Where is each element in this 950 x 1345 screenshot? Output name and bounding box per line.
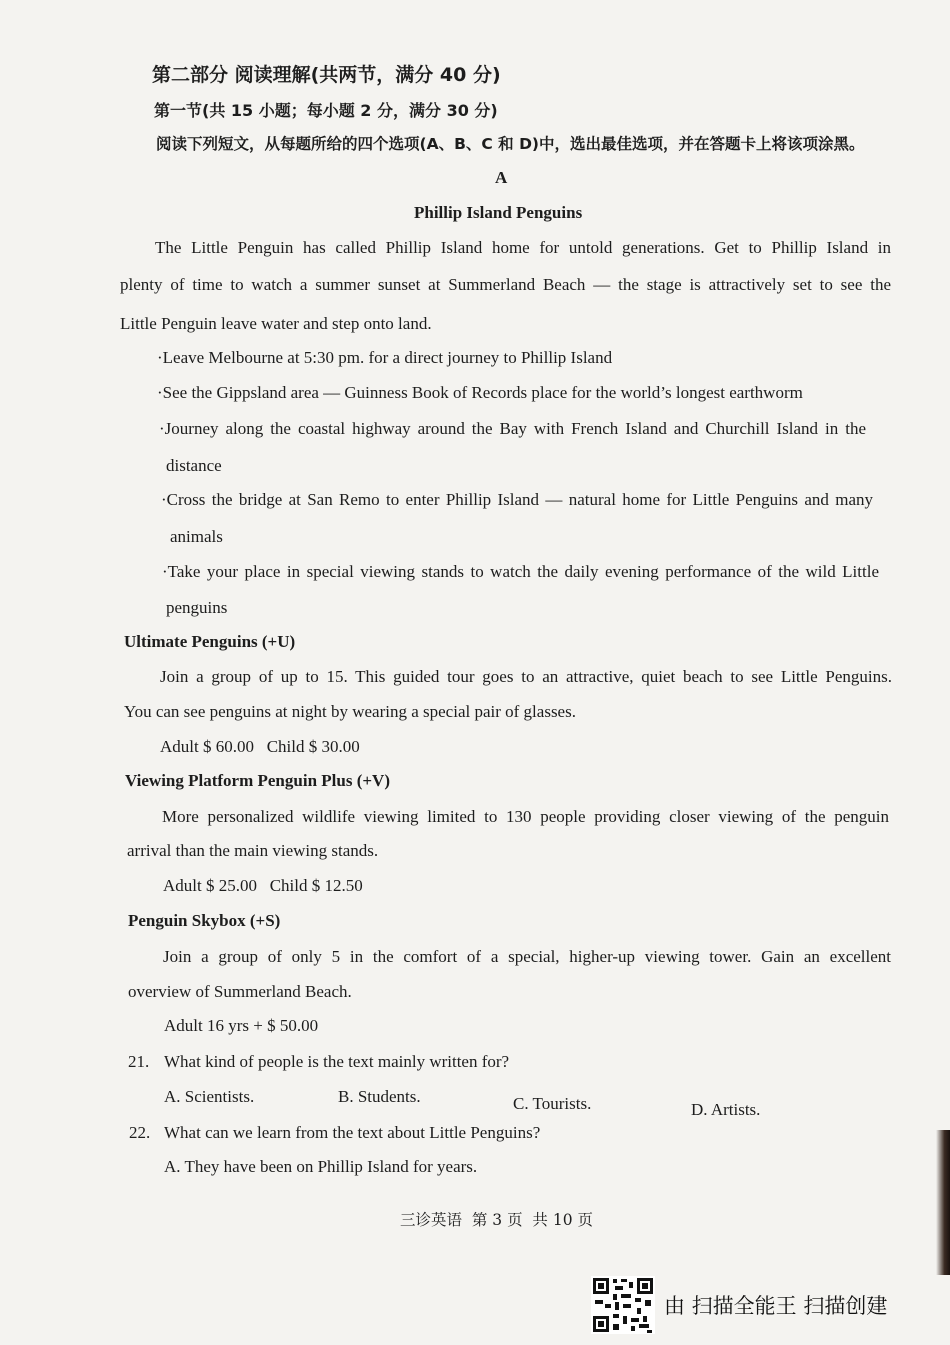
bullet-4-cont: animals: [170, 527, 223, 546]
question-21-number: 21.: [128, 1052, 150, 1071]
part-title: 第二部分 阅读理解(共两节，满分 40 分): [152, 64, 501, 86]
question-21-option-a: A. Scientists.: [164, 1087, 255, 1106]
tour-2-name: Viewing Platform Penguin Plus (+V): [125, 771, 390, 790]
bullet-1: ·Leave Melbourne at 5:30 pm. for a direct journey to Phillip Island: [157, 348, 613, 367]
bullet-3: ·Journey along the coastal highway around the Bay with French Island and Churchill Island in the: [159, 419, 866, 438]
bullet-3-cont: distance: [166, 456, 222, 475]
tour-2-desc-1: More personalized wildlife viewing limited to 130 people providing closer viewing of the penguin: [162, 807, 889, 826]
question-21-option-c: C. Tourists.: [513, 1094, 592, 1113]
qr-code-icon: [591, 1276, 655, 1334]
intro-line-3: Little Penguin leave water and step onto land.: [120, 314, 432, 333]
question-22-stem: What can we learn from the text about Little Penguins?: [164, 1123, 541, 1142]
passage-letter: A: [495, 168, 508, 187]
bullet-5-cont: penguins: [166, 598, 228, 617]
question-22-option-a: A. They have been on Phillip Island for years.: [164, 1157, 478, 1176]
tour-1-price: Adult $ 60.00 Child $ 30.00: [160, 737, 360, 756]
section-title: 第一节(共 15 小题；每小题 2 分，满分 30 分): [154, 101, 498, 120]
tour-3-desc-2: overview of Summerland Beach.: [128, 982, 352, 1001]
tour-1-desc-2: You can see penguins at night by wearing a special pair of glasses.: [124, 702, 576, 721]
question-22-number: 22.: [129, 1123, 151, 1142]
question-21-option-d: D. Artists.: [691, 1100, 761, 1119]
passage-title: Phillip Island Penguins: [414, 203, 583, 222]
page-footer: 三诊英语 第 3 页 共 10 页: [400, 1211, 594, 1229]
question-21-stem: What kind of people is the text mainly written for?: [164, 1052, 510, 1071]
tour-2-price: Adult $ 25.00 Child $ 12.50: [163, 876, 363, 895]
page-edge-shadow: [936, 1130, 950, 1275]
tour-2-desc-2: arrival than the main viewing stands.: [127, 841, 379, 860]
scanner-watermark: 由 扫描全能王 扫描创建: [664, 1294, 888, 1318]
tour-3-price: Adult 16 yrs + $ 50.00: [164, 1016, 319, 1035]
tour-1-name: Ultimate Penguins (+U): [124, 632, 296, 651]
tour-3-name: Penguin Skybox (+S): [128, 911, 281, 930]
tour-3-desc-1: Join a group of only 5 in the comfort of a special, higher-up viewing tower. Gain an excellent: [163, 947, 891, 966]
intro-line-2: plenty of time to watch a summer sunset at Summerland Beach — the stage is attractively set to see the: [120, 275, 891, 294]
bullet-4: ·Cross the bridge at San Remo to enter Phillip Island — natural home for Little Penguins and many: [161, 490, 873, 509]
question-21-option-b: B. Students.: [338, 1087, 421, 1106]
bullet-2: ·See the Gippsland area — Guinness Book of Records place for the world’s longest earthworm: [157, 383, 803, 402]
instruction: 阅读下列短文，从每题所给的四个选项(A、B、C 和 D)中，选出最佳选项，并在答题卡上将该项涂黑。: [156, 135, 865, 153]
tour-1-desc-1: Join a group of up to 15. This guided tour goes to an attractive, quiet beach to see Little Penguins.: [160, 667, 892, 686]
bullet-5: ·Take your place in special viewing stands to watch the daily evening performance of the wild Little: [162, 562, 879, 581]
intro-line-1: The Little Penguin has called Phillip Island home for untold generations. Get to Phillip Island in: [155, 238, 891, 257]
